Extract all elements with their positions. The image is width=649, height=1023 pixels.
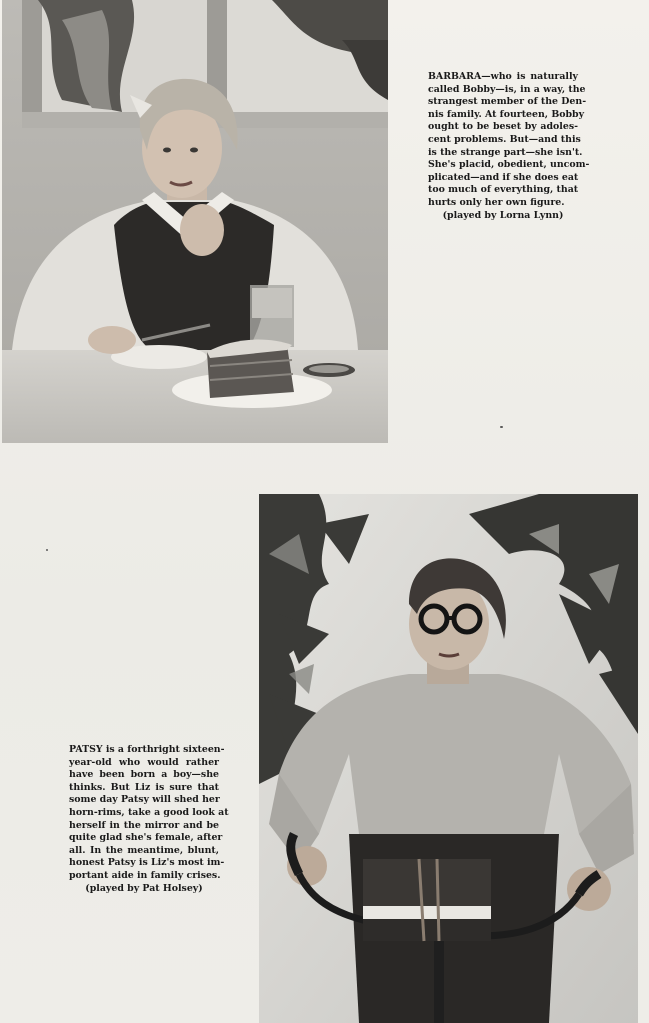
caption-line: ought to be beset by adoles- [428, 121, 578, 133]
barbara-photo [2, 0, 388, 443]
patsy-photo [259, 494, 638, 1023]
caption-line: nis family. At fourteen, Bobby [428, 108, 585, 120]
caption-line: some day Patsy will shed her [69, 794, 220, 806]
caption-line: honest Patsy is Liz's most im- [69, 857, 225, 869]
caption-line: called Bobby—is, in a way, the [428, 83, 586, 95]
caption-line: herself in the mirror and be [69, 819, 219, 831]
caption-line: all. In the meantime, blunt, [69, 844, 219, 856]
caption-line: strangest member of the Den- [428, 96, 587, 108]
caption-line: plicated—and if she does eat [428, 171, 579, 183]
caption-line: PATSY is a forthright sixteen- [69, 744, 225, 755]
barbara-caption [428, 71, 590, 222]
caption-line: have been born a boy—she [69, 769, 219, 781]
caption-line: is the strange part—she isn't. [428, 146, 583, 158]
patsy-caption [69, 744, 229, 895]
caption-line: portant aide in family crises. [69, 869, 221, 881]
caption-line: hurts only her own figure. [428, 196, 565, 208]
caption-line: cent problems. But—and this [428, 133, 581, 145]
paper-speck [500, 426, 503, 428]
caption-line: quite glad she's female, after [69, 832, 223, 844]
patsy-credit: (played by Pat Holsey) [85, 882, 203, 894]
caption-line: She's placid, obedient, uncom- [428, 159, 590, 171]
caption-line: thinks. But Liz is sure that [69, 781, 219, 793]
barbara-credit: (played by Lorna Lynn) [442, 209, 564, 221]
caption-line: year-old who would rather [69, 756, 219, 768]
caption-line: horn-rims, take a good look at [69, 806, 229, 818]
paper-speck [46, 549, 48, 551]
caption-line: too much of everything, that [428, 184, 579, 196]
caption-line: BARBARA—who is naturally [428, 71, 578, 82]
